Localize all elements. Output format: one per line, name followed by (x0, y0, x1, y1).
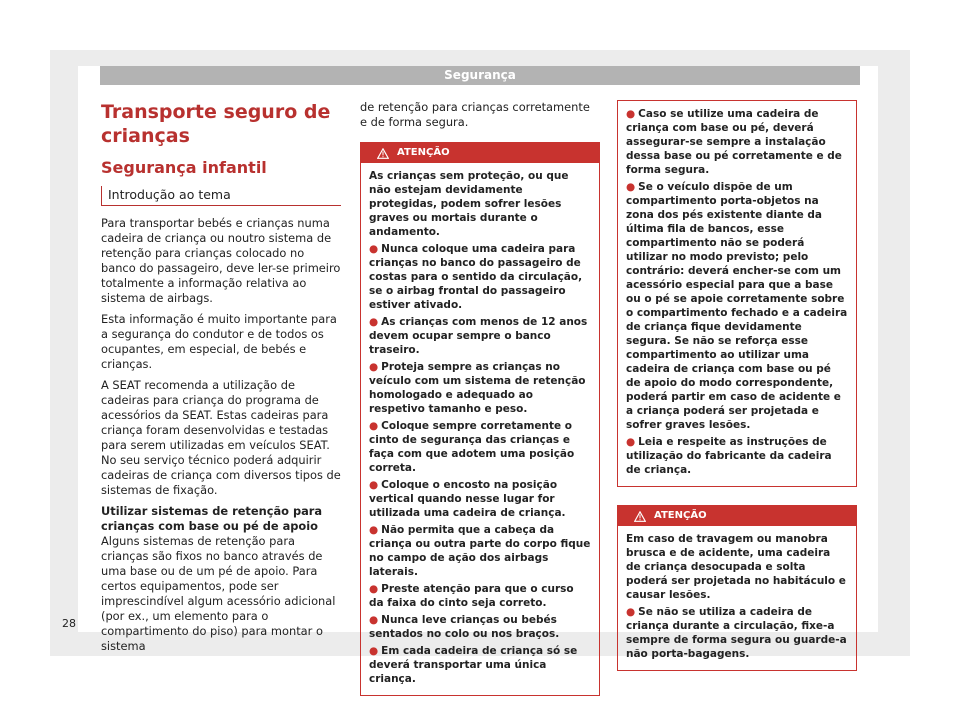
bullet-icon: ● (369, 361, 379, 373)
warning-body (361, 163, 599, 695)
page-number: 28 (62, 617, 76, 630)
warning-intro: As crianças sem proteção, ou que não estejam devidamente protegidas, podem sofrer lesões graves ou mortais durante o andamento. (369, 170, 569, 238)
warning-item: ● Leia e respeite as instruções de utilização do fabricante da cadeira de criança. (626, 436, 832, 476)
subsection-rule (101, 186, 341, 206)
warning-triangle-icon (377, 148, 389, 159)
left-column (101, 100, 341, 660)
bullet-icon: ● (369, 614, 379, 626)
warning-item: ● Coloque sempre corretamente o cinto de segurança das crianças e faça com que adotem uma posição correta. (369, 420, 575, 474)
bullet-icon: ● (626, 606, 636, 618)
warning-item: ● Nunca leve crianças ou bebés sentados no colo ou nos braços. (369, 614, 560, 640)
right-column (617, 100, 857, 671)
paragraph-heading: Utilizar sistemas de retenção para crianças com base ou pé de apoio (101, 504, 323, 533)
warning-item: ● Se não se utiliza a cadeira de criança durante a circulação, fixe-a sempre de forma segura ou guarde-a não porta-bagagens. (626, 606, 847, 660)
warning-item: ● Nunca coloque uma cadeira para crianças no banco do passageiro de costas para o sentido da circulação, se o airbag frontal do passageiro estiver ativado. (369, 243, 583, 311)
bullet-icon: ● (369, 524, 379, 536)
bullet-icon: ● (626, 181, 636, 193)
running-header: Segurança (100, 66, 860, 85)
warning-box (617, 505, 857, 671)
warning-header (361, 143, 599, 163)
warning-item: ● Se o veículo dispõe de um compartimento porta-objetos na zona dos pés existente diante da última fila de bancos, esse compartimento não se poderá utilizar no modo previsto; pelo contrário: deverá encher-se com um acessório especial para que a base ou o pé se apoie corretamente sobre o compartimento fechado e a cadeira de criança fique devidamente segura. Se não se reforça esse compartimento ao utilizar uma cadeira de criança com base ou pé de apoio do modo correspondente, poderá partir em caso de acidente e a criança poderá ser projetada e sofrer graves lesões. (626, 181, 848, 431)
warning-header (618, 506, 856, 526)
subsection-title: Introdução ao tema (101, 186, 341, 205)
warning-item: ● Em cada cadeira de criança só se deverá transportar uma única criança. (369, 645, 578, 685)
warning-item: ● Preste atenção para que o curso da faixa do cinto seja correto. (369, 583, 574, 609)
bullet-icon: ● (369, 645, 379, 657)
warning-triangle-icon (634, 511, 646, 522)
paragraph: de retenção para crianças corretamente e de forma segura. (360, 100, 590, 129)
paragraph: Alguns sistemas de retenção para crianças são fixos no banco através de uma base ou de um pé de apoio. Para certos equipamentos, pode ser imprescindível algum acessório adicional (por ex., um elemento para o compartimento do piso) para montar o sistema (101, 534, 336, 653)
bullet-icon: ● (626, 108, 636, 120)
warning-body (618, 526, 856, 670)
warning-item: ● Proteja sempre as crianças no veículo com um sistema de retenção homologado e adequado ao respetivo tamanho e peso. (369, 361, 586, 415)
warning-box (360, 142, 600, 696)
warning-label: ATENÇÃO (397, 147, 450, 158)
warning-item: ● Caso se utilize uma cadeira de criança com base ou pé, deverá assegurar-se sempre a instalação dessa base ou pé corretamente e de forma segura. (626, 108, 842, 176)
middle-column (360, 100, 600, 696)
bullet-icon: ● (369, 420, 379, 432)
bullet-icon: ● (626, 436, 636, 448)
paragraph: A SEAT recomenda a utilização de cadeiras para criança do programa de acessórios da SEAT. Estas cadeiras para criança foram desenvolvidas e testadas para serem utilizadas em veículos SEAT. No seu serviço técnico poderá adquirir cadeiras de criança com diversos tipos de sistemas de fixação. (101, 378, 341, 497)
warning-item: ● Não permita que a cabeça da criança ou outra parte do corpo fique no campo de ação dos airbags laterais. (369, 524, 591, 578)
warning-box-continued (617, 100, 857, 487)
bullet-icon: ● (369, 583, 379, 595)
warning-item: ● Coloque o encosto na posição vertical quando nesse lugar for utilizada uma cadeira de criança. (369, 479, 566, 519)
warning-label: ATENÇÃO (654, 510, 707, 521)
bullet-icon: ● (369, 479, 379, 491)
bullet-icon: ● (369, 316, 379, 328)
chapter-title: Transporte seguro de crianças (101, 101, 331, 147)
paragraph: Para transportar bebés e crianças numa cadeira de criança ou noutro sistema de retenção para crianças colocado no banco do passageiro, deve ler-se primeiro totalmente a informação relativa ao sistema de airbags. (101, 216, 341, 305)
bullet-icon: ● (369, 243, 379, 255)
warning-intro: Em caso de travagem ou manobra brusca e de acidente, uma cadeira de criança desocupada e solta poderá ser projetada no habitáculo e causar lesões. (626, 533, 846, 601)
paragraph: Esta informação é muito importante para a segurança do condutor e de todos os ocupantes, em especial, de bebés e crianças. (101, 312, 337, 371)
section-title: Segurança infantil (101, 158, 267, 177)
warning-item: ● As crianças com menos de 12 anos devem ocupar sempre o banco traseiro. (369, 316, 588, 356)
